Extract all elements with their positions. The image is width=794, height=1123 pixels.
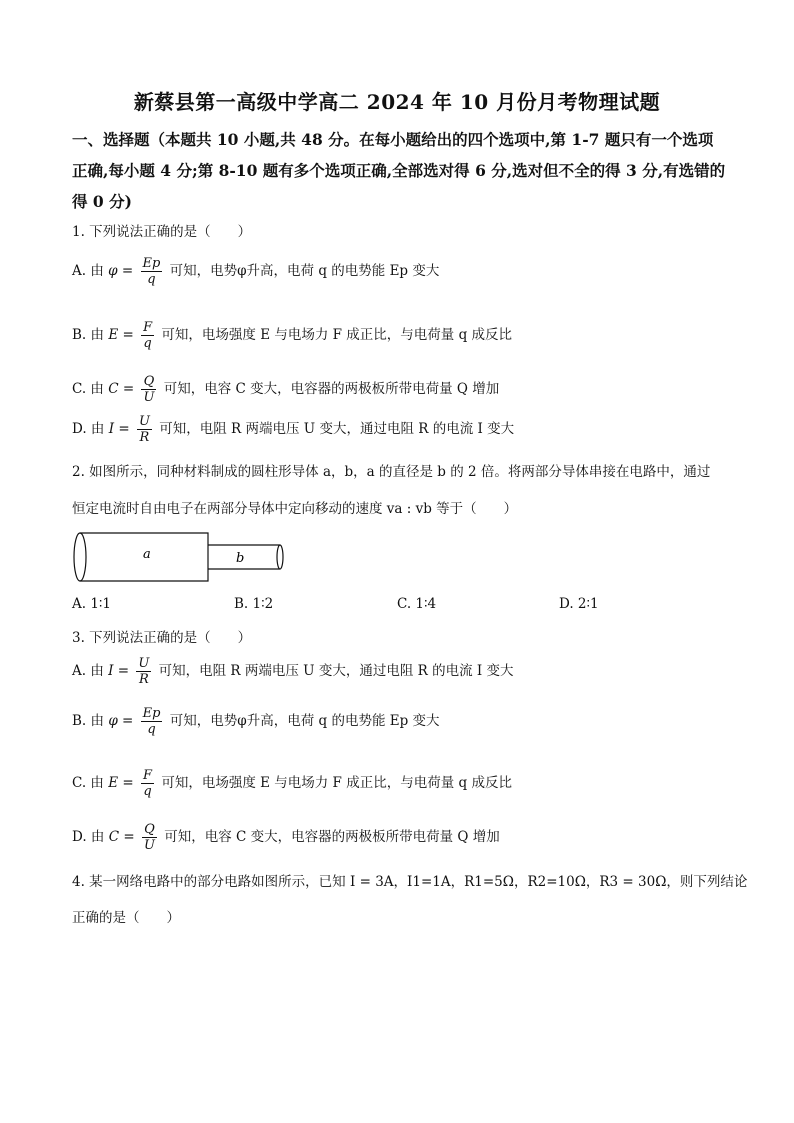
option-label: C. 由 [72, 775, 104, 791]
option-label: A. 由 [72, 263, 104, 279]
formula-lhs: E = [108, 327, 134, 343]
fraction: $\frac{F}{q}$ [143, 320, 153, 351]
option-text: 可知，电阻 R 两端电压 U 变大，通过电阻 R 的电流 I 变大 [158, 663, 514, 679]
q1-stem: 1. 下列说法正确的是（ ） [72, 224, 252, 240]
option-text: 可知，电场强度 E 与电场力 F 成正比，与电荷量 q 成反比 [161, 327, 513, 343]
q2-stem-line2: 恒定电流时自由电子在两部分导体中定向移动的速度 va : vb 等于（ ） [72, 501, 518, 517]
q2-choice-b[interactable]: B. 1∶2 [234, 596, 274, 612]
fraction: $\frac{U}{R}$ [138, 414, 150, 445]
q2-choice-a[interactable]: A. 1∶1 [72, 596, 112, 612]
page-title: 新蔡县第一高级中学高二 2024 年 10 月份月考物理试题 [133, 90, 661, 114]
q1-option-d[interactable] [72, 414, 514, 445]
option-label: B. 由 [72, 713, 105, 729]
option-label: B. 由 [72, 327, 105, 343]
fraction: $\frac{Ep}{q}$ [142, 706, 161, 737]
option-text: 可知，电容 C 变大，电容器的两极板所带电荷量 Q 增加 [164, 829, 500, 845]
option-text: 可知，电场强度 E 与电场力 F 成正比，与电荷量 q 成反比 [161, 775, 512, 791]
formula-lhs: φ = [108, 263, 134, 279]
section-heading: 一、选择题（本题共 10 小题,共 48 分。在每小题给出的四个选项中,第 1-7 题只有一个选项正确,每小题 4 分;第 8-10 题有多个选项正确,全部选对得 6 分,选对但不全的得 3 分,有选错的得 0 分) [72, 130, 726, 211]
option-label: A. 由 [72, 663, 104, 679]
q3-option-a[interactable] [72, 656, 514, 687]
option-text: 可知，电势φ升高，电荷 q 的电势能 Ep 变大 [169, 713, 440, 729]
conductor-diagram [72, 530, 302, 586]
q3-option-b[interactable] [72, 706, 440, 737]
fraction: $\frac{Q}{U}$ [143, 374, 155, 405]
q3-stem: 3. 下列说法正确的是（ ） [72, 630, 252, 646]
q1-option-a[interactable] [72, 256, 439, 287]
formula-lhs: C = [108, 381, 135, 397]
q2-choice-d[interactable]: D. 2∶1 [559, 596, 599, 612]
q4-stem-line2: 正确的是（ ） [72, 910, 180, 926]
formula-lhs: I = [108, 663, 130, 679]
q3-option-d[interactable] [72, 822, 500, 853]
q4-stem-line1: 4. 某一网络电路中的部分电路如图所示，已知 I = 3A，I1=1A，R1=5Ω，R2=10Ω，R3 = 30Ω，则下列结论 [72, 874, 748, 890]
fraction: $\frac{F}{q}$ [143, 768, 153, 799]
formula-lhs: E = [108, 775, 134, 791]
formula-lhs: φ = [108, 713, 134, 729]
fraction: $\frac{U}{R}$ [138, 656, 150, 687]
formula-lhs: C = [108, 829, 135, 845]
q1-option-b[interactable] [72, 320, 512, 351]
fraction: $\frac{Ep}{q}$ [142, 256, 161, 287]
fraction: $\frac{Q}{U}$ [143, 822, 155, 853]
q3-option-c[interactable] [72, 768, 512, 799]
option-label: C. 由 [72, 381, 104, 397]
option-label: D. 由 [72, 829, 105, 845]
q1-option-c[interactable] [72, 374, 499, 405]
q2-choice-c[interactable]: C. 1∶4 [397, 596, 437, 612]
q2-stem-line1: 2. 如图所示，同种材料制成的圆柱形导体 a，b，a 的直径是 b 的 2 倍。将两部分导体串接在电路中，通过 [72, 464, 711, 480]
formula-lhs: I = [108, 421, 130, 437]
option-label: D. 由 [72, 421, 105, 437]
option-text: 可知，电容 C 变大，电容器的两极板所带电荷量 Q 增加 [163, 381, 500, 397]
option-text: 可知，电势φ升高，电荷 q 的电势能 Ep 变大 [169, 263, 440, 279]
option-text: 可知，电阻 R 两端电压 U 变大，通过电阻 R 的电流 I 变大 [159, 421, 515, 437]
label-b: b [236, 551, 245, 566]
label-a: a [143, 547, 151, 562]
